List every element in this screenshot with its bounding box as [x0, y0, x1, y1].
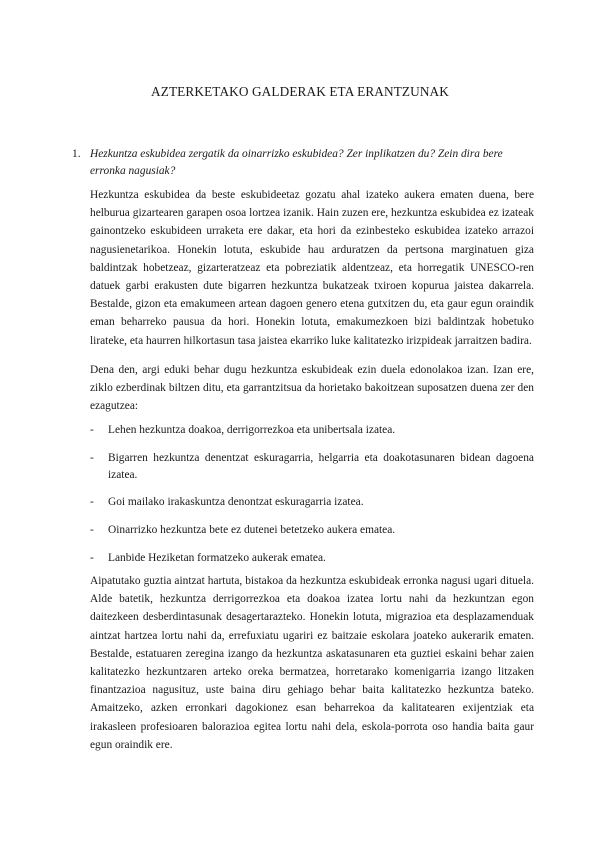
- question-heading: [72, 146, 534, 180]
- bullet-dash: -: [90, 524, 94, 536]
- list-item-text: Bigarren hezkuntza denentzat eskuragarria, helgarria eta doakotasunaren bidean dagoena izatea.: [108, 452, 534, 481]
- paragraph-2: Dena den, argi eduki behar dugu hezkuntza eskubideak ezin duela edonolakoa izan. Izan ere, ziklo ezberdinak biltzen ditu, eta garrantzitsua da horietako bakoitzean suposatzen duena zer den ezagutzea:: [90, 364, 534, 413]
- question-text: Hezkuntza eskubidea zergatik da oinarrizko eskubidea? Zer inplikatzen du? Zein dira bere erronka nagusiak?: [90, 148, 503, 177]
- bullet-dash: -: [90, 496, 94, 508]
- paragraph-3: Aipatutako guztia aintzat hartuta, bistakoa da hezkuntza eskubideak erronka nagusi ugari dituela. Alde batetik, hezkuntza derrigorrezkoa eta doakoa izatea lortu nahi da hezkuntzan egon daitezkeen desberdintasunak desagertarazteko. Honekin lotuta, migrazioa eta desplazamenduak aintzat hartzea lortu nahi da, errefuxiatu ugariri ez baitzaie eskolara joateko aukerarik ematen. Bestalde, estatuaren zeregina izango da hezkuntza askatasunaren eta guztiei eskaini behar zaien kalitatezko hezkuntzaren arteko oreka bermatzea, horretarako komenigarria izango litzaken finantzazioa nagusituz, uste baina diru gehiago behar baita kalitatezko hezkuntza bateko. Amaitzeko, azken erronkari dagokionez esan beharrekoa da kalitatearen exijentziak eta irakasleen profesioaren balorazioa egitea lortu nahi dela, eskola-porrota oso handia baita gaur egun oraindik ere.: [90, 575, 534, 751]
- paragraph-1: Hezkuntza eskubidea da beste eskubideetaz gozatu ahal izateko aukera ematen duena, bere helburua gizartearen garapen osoa lortzea izanik. Hain zuzen ere, hezkuntza eskubidea ez izateak gainontzeko eskubideen urraketa ere dakar, eta hori da ezinbesteko eskubidea izateko arrazoi nagusienetarikoa. Honekin lotuta, eskubide hau arduratzen da pertsona marginatuen giza baldintzak hobetzeaz, gizarteratzeaz eta pobreziatik aldentzeaz, eta horregatik UNESCO-ren datuek garbi erakusten dute bigarren hezkuntza bukatzeak txiroen kopurua jaistea dakarrela. Bestalde, gizon eta emakumeen artean dagoen genero etena gutxitzen du, eta gaur egun oraindik eman beharreko pausua da hori. Honekin lotuta, emakumezkoen bizi baldintzak hobetuko lirateke, eta haurren hilkortasun tasa jaistea ekarriko luke kalitatezko irizpideak jarraitzen badira.: [90, 189, 534, 347]
- list-item-text: Goi mailako irakaskuntza denontzat eskuragarria izatea.: [108, 496, 364, 508]
- list-item: [90, 550, 534, 567]
- list-item: [90, 450, 534, 484]
- list-item: [90, 522, 534, 539]
- question-number: 1.: [72, 148, 81, 160]
- bullet-dash: -: [90, 552, 94, 564]
- document-title: AZTERKETAKO GALDERAK ETA ERANTZUNAK: [151, 84, 449, 99]
- list-item-text: Oinarrizko hezkuntza bete ez dutenei betetzeko aukera ematea.: [108, 524, 396, 536]
- list-item-text: Lehen hezkuntza doakoa, derrigorrezkoa eta unibertsala izatea.: [108, 424, 396, 436]
- bullet-dash: -: [90, 424, 94, 436]
- bullet-dash: -: [90, 452, 94, 464]
- list-item: [90, 422, 534, 439]
- list-item-text: Lanbide Heziketan formatzeko aukerak ematea.: [108, 552, 326, 564]
- list-item: [90, 494, 534, 511]
